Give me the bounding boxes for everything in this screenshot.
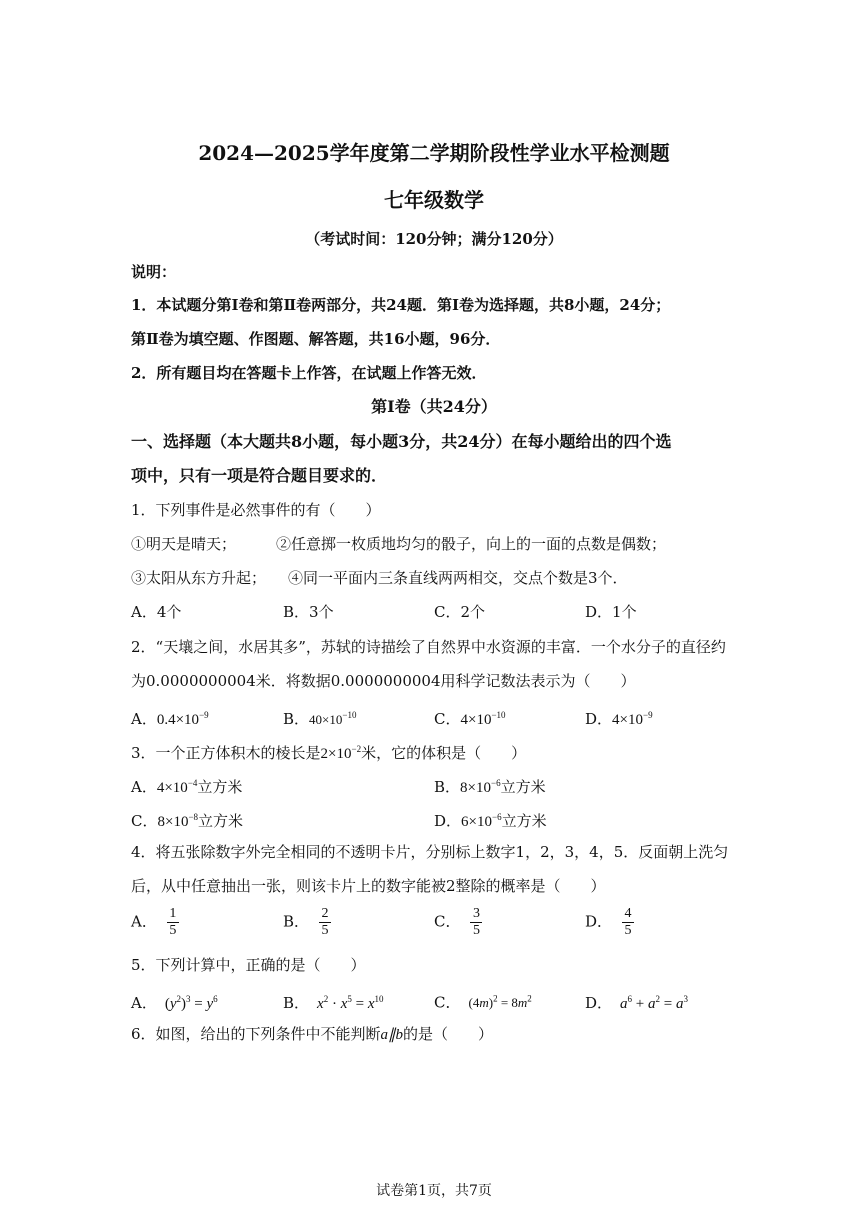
math-expr: 40×10 [309,712,343,727]
math-expr: $(4m)^2 = 8m^2$ [468,994,532,1011]
q4-option-d [585,906,634,939]
math-expr: $(y^2)^3 = y^6$ [164,994,218,1012]
unit: 立方米 [198,812,244,830]
math-exponent: −9 [643,710,653,720]
q3-option-a [131,773,242,798]
math-expr: 2×10 [320,746,352,762]
denominator: 5 [321,923,329,938]
option-letter: C． [434,710,461,728]
option-letter: D． [585,994,613,1012]
option-letter: C． [434,912,461,931]
q4-option-b [283,906,331,939]
option-letter: B． [283,912,310,931]
math-expr: 8×10 [460,780,491,796]
q6-stem [131,1024,493,1045]
unit: 立方米 [197,778,243,796]
q4-option-c [434,906,482,939]
q4-line-1: 4．将五张除数字外完全相同的不透明卡片，分别标上数字1，2，3，4，5．反面朝上洗匀 [131,843,729,861]
section-1-line-2: 项中，只有一项是符合题目要求的． [131,466,388,485]
q1-stem: 1．下列事件是必然事件的有（ ） [131,501,381,519]
option-letter: B． [434,778,461,796]
math-exponent: −4 [187,778,198,788]
exam-subtitle: 七年级数学 [384,188,484,212]
q3-option-d [434,807,547,832]
section-1-line-1: 一、选择题（本大题共8小题，每小题3分，共24分）在每小题给出的四个选 [131,432,672,451]
option-letter: C． [131,812,158,830]
q2-line-1: 2．“天壤之间，水居其多”，苏轼的诗描绘了自然界中水资源的丰富．一个水分子的直径约 [131,638,726,656]
note-1-line-1: 1．本试题分第Ⅰ卷和第Ⅱ卷两部分，共24题．第Ⅰ卷为选择题，共8小题，24分； [131,296,671,314]
option-letter: D． [585,710,613,728]
q6-stem-post: 的是（ ） [403,1025,494,1043]
math-expr: $x^2 \cdot x^5 = x^{10}$ [317,994,384,1012]
q5-option-b [283,989,384,1014]
q3-stem-pre: 3．一个正方体积木的棱长是 [131,744,321,762]
option-letter: B． [283,710,310,728]
denominator: 5 [472,923,480,938]
q1-option-a: A．4个 [131,603,182,621]
q5-option-a [131,989,218,1014]
option-letter: B． [283,994,310,1012]
q6-stem-pre: 6．如图，给出的下列条件中不能判断 [131,1025,381,1043]
q1-item-3: ③太阳从东方升起； [131,569,267,587]
q1-item-1: ①明天是晴天； [131,535,237,553]
math-expr: 4×10 [460,712,492,728]
math-expr: 4×10 [156,780,188,796]
q1-option-d: D．1个 [585,603,637,621]
numerator: 1 [169,906,177,921]
unit: 立方米 [500,778,546,796]
q1-item-2: ②任意掷一枚质地均匀的骰子，向上的一面的点数是偶数； [276,535,667,553]
math-expr: 4×10 [612,712,643,728]
q3-stem [131,739,526,764]
q2-option-a [131,705,209,730]
numerator: 3 [472,906,480,921]
q5-option-c [434,989,532,1013]
math-exponent: −8 [188,812,199,822]
q1-option-c: C．2个 [434,603,486,621]
fraction [622,906,634,939]
option-letter: A． [131,912,157,931]
math-exponent: −6 [492,812,502,822]
fraction [319,906,331,939]
fraction [470,906,482,939]
q2-option-b [283,705,356,730]
page-footer: 试卷第1页，共7页 [376,1183,492,1199]
math-expr: 8×10 [157,814,189,830]
notes-label: 说明： [131,263,177,281]
math-exponent: −2 [351,744,362,754]
math-exponent: −10 [491,710,506,720]
denominator: 5 [624,923,632,938]
q5-option-d [585,989,688,1014]
q2-option-c [434,705,506,730]
q1-item-4: ④同一平面内三条直线两两相交，交点个数是3个． [288,569,628,587]
q3-option-c [131,807,243,832]
math-expr: 0.4×10 [156,712,200,728]
math-exponent: −10 [342,710,357,720]
q3-option-b [434,773,546,798]
numerator: 2 [321,906,329,921]
option-letter: A． [131,710,157,728]
q5-stem: 5．下列计算中，正确的是（ ） [131,956,366,974]
option-letter: C． [434,993,461,1012]
option-letter: D． [434,812,462,830]
part-1-header: 第Ⅰ卷（共24分） [371,397,497,416]
q2-option-d [585,705,653,730]
exam-info: （考试时间：120分钟；满分120分） [305,230,563,248]
math-expr: 6×10 [461,814,492,830]
math-exponent: −9 [199,710,209,720]
math-expr: a∥b [380,1027,404,1043]
q4-line-2: 后，从中任意抽出一张，则该卡片上的数字能被2整除的概率是（ ） [131,877,606,895]
fraction [167,906,179,939]
math-exponent: −6 [491,778,501,788]
option-letter: A． [131,778,157,796]
exam-title: 2024—2025学年度第二学期阶段性学业水平检测题 [198,141,670,165]
note-1-line-2: 第Ⅱ卷为填空题、作图题、解答题，共16小题，96分． [131,330,501,348]
option-letter: A． [131,994,157,1012]
unit: 立方米 [501,812,547,830]
q2-line-2: 为0.0000000004米．将数据0.0000000004用科学记数法表示为（ ） [131,672,636,690]
q3-stem-post: 米，它的体积是（ ） [361,744,527,762]
math-expr: $a^6 + a^2 = a^3$ [620,994,688,1012]
numerator: 4 [624,906,632,921]
note-2: 2．所有题目均在答题卡上作答，在试题上作答无效． [131,364,487,382]
q1-option-b: B．3个 [283,603,334,621]
option-letter: D． [585,912,613,931]
denominator: 5 [169,923,177,938]
q4-option-a [131,906,179,939]
